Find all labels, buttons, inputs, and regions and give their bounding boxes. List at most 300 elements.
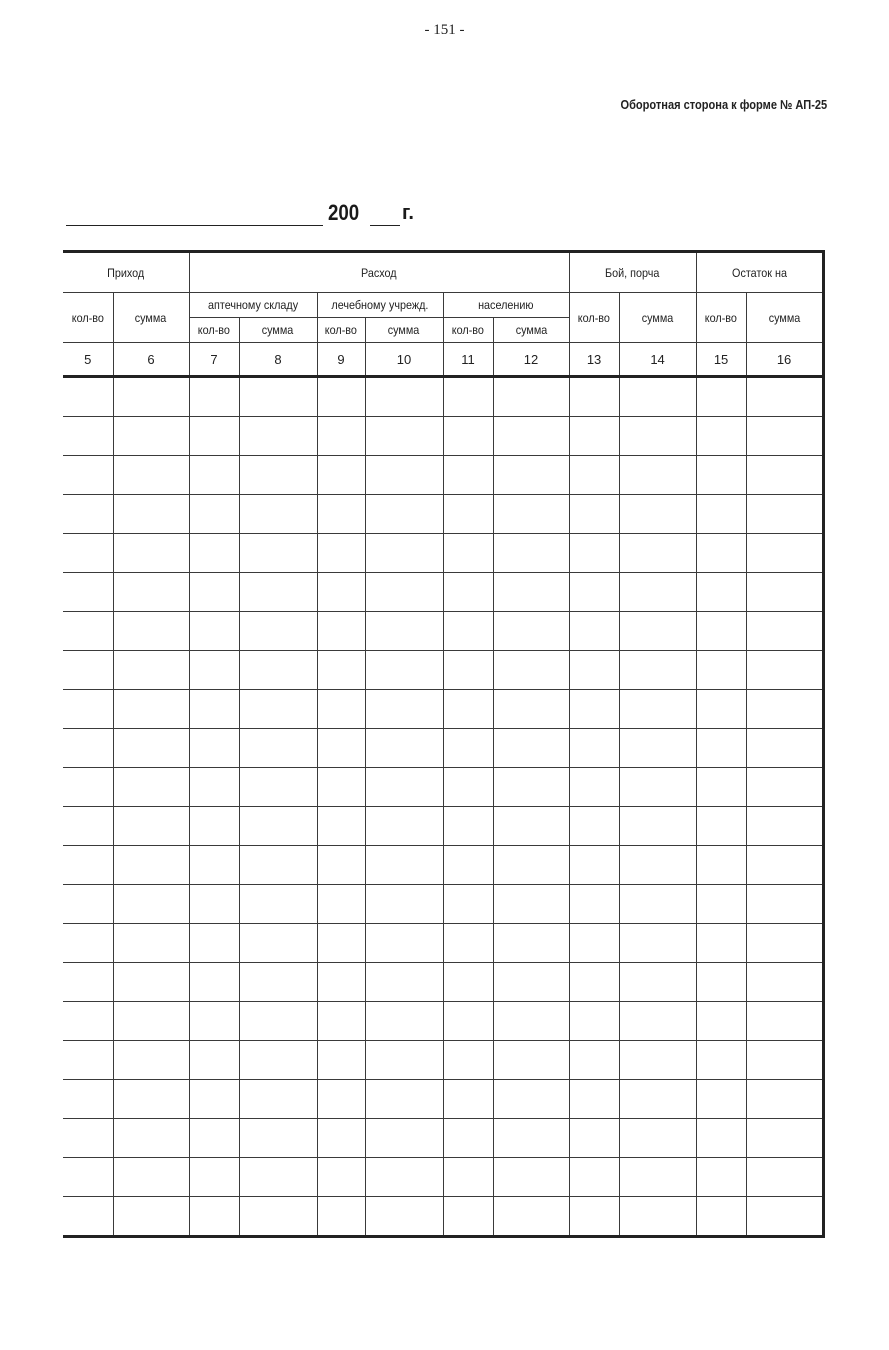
- table-cell[interactable]: [113, 1080, 189, 1119]
- table-cell[interactable]: [746, 846, 823, 885]
- table-cell[interactable]: [239, 690, 317, 729]
- date-suffix: г.: [402, 202, 414, 224]
- table-cell[interactable]: [63, 690, 113, 729]
- table-row: [63, 495, 823, 534]
- table-cell[interactable]: [696, 729, 746, 768]
- table-cell[interactable]: [569, 1041, 619, 1080]
- table-cell[interactable]: [317, 924, 365, 963]
- table-cell[interactable]: [317, 534, 365, 573]
- table-cell[interactable]: [365, 807, 443, 846]
- table-cell[interactable]: [619, 846, 696, 885]
- table-cell[interactable]: [493, 534, 569, 573]
- table-cell[interactable]: [189, 651, 239, 690]
- table-cell[interactable]: [365, 1080, 443, 1119]
- table-row: [63, 651, 823, 690]
- table-cell[interactable]: [443, 1041, 493, 1080]
- table-cell[interactable]: [365, 456, 443, 495]
- table-cell[interactable]: [443, 846, 493, 885]
- table-cell[interactable]: [113, 1197, 189, 1237]
- table-cell[interactable]: [239, 885, 317, 924]
- table-cell[interactable]: [746, 963, 823, 1002]
- table-row: [63, 1119, 823, 1158]
- table-cell[interactable]: [113, 846, 189, 885]
- table-cell[interactable]: [317, 1002, 365, 1041]
- table-cell[interactable]: [239, 768, 317, 807]
- table-cell[interactable]: [189, 1119, 239, 1158]
- table-cell[interactable]: [365, 1197, 443, 1237]
- table-cell[interactable]: [696, 690, 746, 729]
- table-cell[interactable]: [746, 1158, 823, 1197]
- table-cell[interactable]: [443, 885, 493, 924]
- table-cell[interactable]: [113, 456, 189, 495]
- table-cell[interactable]: [239, 1002, 317, 1041]
- table-cell[interactable]: [443, 1158, 493, 1197]
- table-row: [63, 417, 823, 456]
- header-breakage-qty: кол-во: [569, 293, 619, 343]
- table-cell[interactable]: [113, 534, 189, 573]
- table-cell[interactable]: [493, 573, 569, 612]
- table-cell[interactable]: [317, 495, 365, 534]
- table-cell[interactable]: [189, 768, 239, 807]
- table-cell[interactable]: [317, 807, 365, 846]
- table-cell[interactable]: [63, 1197, 113, 1237]
- table-cell[interactable]: [746, 612, 823, 651]
- table-cell[interactable]: [696, 417, 746, 456]
- table-cell[interactable]: [443, 651, 493, 690]
- table-cell[interactable]: [63, 768, 113, 807]
- table-cell[interactable]: [619, 456, 696, 495]
- table-cell[interactable]: [493, 963, 569, 1002]
- header-medical-institution: лечебному учрежд.: [317, 293, 443, 318]
- table-cell[interactable]: [619, 807, 696, 846]
- table-cell[interactable]: [365, 1041, 443, 1080]
- table-cell[interactable]: [365, 846, 443, 885]
- table-cell[interactable]: [746, 729, 823, 768]
- table-cell[interactable]: [619, 768, 696, 807]
- table-cell[interactable]: [239, 729, 317, 768]
- table-cell[interactable]: [365, 963, 443, 1002]
- table-cell[interactable]: [619, 377, 696, 417]
- table-cell[interactable]: [443, 573, 493, 612]
- table-cell[interactable]: [365, 768, 443, 807]
- table-cell[interactable]: [696, 612, 746, 651]
- table-cell[interactable]: [113, 495, 189, 534]
- table-cell[interactable]: [696, 1080, 746, 1119]
- table-cell[interactable]: [619, 885, 696, 924]
- table-cell[interactable]: [317, 417, 365, 456]
- table-cell[interactable]: [189, 729, 239, 768]
- table-cell[interactable]: [443, 768, 493, 807]
- table-cell[interactable]: [696, 573, 746, 612]
- table-cell[interactable]: [569, 612, 619, 651]
- table-cell[interactable]: [317, 1197, 365, 1237]
- table-cell[interactable]: [619, 1080, 696, 1119]
- table-cell[interactable]: [317, 456, 365, 495]
- table-cell[interactable]: [443, 1119, 493, 1158]
- page-number: - 151 -: [424, 22, 465, 38]
- column-number: 14: [619, 343, 696, 377]
- table-cell[interactable]: [189, 846, 239, 885]
- table-cell[interactable]: [746, 573, 823, 612]
- table-cell[interactable]: [189, 534, 239, 573]
- table-cell[interactable]: [365, 495, 443, 534]
- table-cell[interactable]: [493, 807, 569, 846]
- table-cell[interactable]: [569, 729, 619, 768]
- table-cell[interactable]: [365, 1002, 443, 1041]
- table-cell[interactable]: [493, 729, 569, 768]
- column-number: 6: [113, 343, 189, 377]
- table-cell[interactable]: [443, 729, 493, 768]
- table-cell[interactable]: [113, 963, 189, 1002]
- table-cell[interactable]: [746, 1119, 823, 1158]
- table-cell[interactable]: [113, 1041, 189, 1080]
- table-cell[interactable]: [696, 885, 746, 924]
- table-cell[interactable]: [443, 495, 493, 534]
- table-cell[interactable]: [113, 651, 189, 690]
- table-cell[interactable]: [63, 573, 113, 612]
- table-row: [63, 729, 823, 768]
- table-cell[interactable]: [113, 612, 189, 651]
- table-cell[interactable]: [696, 963, 746, 1002]
- table-cell[interactable]: [493, 768, 569, 807]
- table-cell[interactable]: [696, 456, 746, 495]
- table-cell[interactable]: [365, 1158, 443, 1197]
- table-cell[interactable]: [696, 1041, 746, 1080]
- table-cell[interactable]: [189, 963, 239, 1002]
- table-cell[interactable]: [619, 1158, 696, 1197]
- table-cell[interactable]: [619, 729, 696, 768]
- table-cell[interactable]: [63, 534, 113, 573]
- table-cell[interactable]: [569, 417, 619, 456]
- table-cell[interactable]: [746, 1080, 823, 1119]
- table-cell[interactable]: [63, 1041, 113, 1080]
- table-cell[interactable]: [63, 729, 113, 768]
- table-cell[interactable]: [113, 885, 189, 924]
- table-cell[interactable]: [746, 377, 823, 417]
- table-cell[interactable]: [443, 924, 493, 963]
- table-cell[interactable]: [189, 1041, 239, 1080]
- table-row: [63, 963, 823, 1002]
- table-cell[interactable]: [317, 377, 365, 417]
- table-cell[interactable]: [113, 377, 189, 417]
- table-cell[interactable]: [239, 807, 317, 846]
- table-cell[interactable]: [189, 924, 239, 963]
- table-cell[interactable]: [619, 1002, 696, 1041]
- table-cell[interactable]: [569, 768, 619, 807]
- column-number: 10: [365, 343, 443, 377]
- header-expense: Расход: [189, 252, 569, 293]
- table-cell[interactable]: [63, 377, 113, 417]
- table-cell[interactable]: [189, 807, 239, 846]
- table-cell[interactable]: [239, 924, 317, 963]
- table-cell[interactable]: [189, 456, 239, 495]
- table-cell[interactable]: [239, 651, 317, 690]
- table-cell[interactable]: [493, 1119, 569, 1158]
- table-cell[interactable]: [443, 1080, 493, 1119]
- table-cell[interactable]: [619, 573, 696, 612]
- table-cell[interactable]: [63, 417, 113, 456]
- table-cell[interactable]: [746, 768, 823, 807]
- table-cell[interactable]: [493, 377, 569, 417]
- table-cell[interactable]: [113, 417, 189, 456]
- table-cell[interactable]: [189, 573, 239, 612]
- table-cell[interactable]: [239, 417, 317, 456]
- table-cell[interactable]: [317, 612, 365, 651]
- table-cell[interactable]: [569, 1158, 619, 1197]
- table-cell[interactable]: [113, 807, 189, 846]
- table-row: [63, 456, 823, 495]
- table-cell[interactable]: [493, 1197, 569, 1237]
- table-cell[interactable]: [365, 690, 443, 729]
- table-cell[interactable]: [63, 924, 113, 963]
- table-cell[interactable]: [113, 729, 189, 768]
- date-line: [66, 200, 426, 230]
- year-blank[interactable]: [370, 225, 400, 226]
- table-cell[interactable]: [239, 377, 317, 417]
- table-cell[interactable]: [746, 1197, 823, 1237]
- table-cell[interactable]: [317, 885, 365, 924]
- table-cell[interactable]: [569, 1002, 619, 1041]
- table-cell[interactable]: [365, 573, 443, 612]
- table-cell[interactable]: [443, 612, 493, 651]
- header-balance-qty: кол-во: [696, 293, 746, 343]
- table-cell[interactable]: [317, 729, 365, 768]
- table-cell[interactable]: [113, 690, 189, 729]
- table-cell[interactable]: [493, 846, 569, 885]
- table-cell[interactable]: [696, 846, 746, 885]
- table-cell[interactable]: [493, 456, 569, 495]
- table-cell[interactable]: [493, 651, 569, 690]
- header-population-qty: кол-во: [443, 318, 493, 343]
- header-medical-sum: сумма: [365, 318, 443, 343]
- table-cell[interactable]: [365, 417, 443, 456]
- table-row: [63, 573, 823, 612]
- table-cell[interactable]: [365, 651, 443, 690]
- table-cell[interactable]: [317, 963, 365, 1002]
- table-cell[interactable]: [239, 1158, 317, 1197]
- table-cell[interactable]: [443, 417, 493, 456]
- table-cell[interactable]: [619, 534, 696, 573]
- table-cell[interactable]: [619, 1197, 696, 1237]
- table-cell[interactable]: [696, 924, 746, 963]
- table-cell[interactable]: [317, 651, 365, 690]
- table-cell[interactable]: [365, 377, 443, 417]
- table-cell[interactable]: [569, 573, 619, 612]
- table-cell[interactable]: [746, 417, 823, 456]
- table-cell[interactable]: [365, 612, 443, 651]
- table-cell[interactable]: [493, 690, 569, 729]
- table-cell[interactable]: [619, 495, 696, 534]
- header-income-qty: кол-во: [63, 293, 113, 343]
- table-cell[interactable]: [113, 924, 189, 963]
- table-cell[interactable]: [63, 885, 113, 924]
- table-cell[interactable]: [443, 1002, 493, 1041]
- table-cell[interactable]: [317, 1119, 365, 1158]
- ledger-body: [63, 377, 823, 1237]
- table-row: [63, 1197, 823, 1237]
- table-cell[interactable]: [746, 651, 823, 690]
- table-cell[interactable]: [569, 534, 619, 573]
- table-cell[interactable]: [619, 963, 696, 1002]
- table-cell[interactable]: [443, 1197, 493, 1237]
- table-cell[interactable]: [569, 651, 619, 690]
- table-cell[interactable]: [63, 846, 113, 885]
- table-cell[interactable]: [239, 846, 317, 885]
- table-cell[interactable]: [317, 846, 365, 885]
- table-cell[interactable]: [696, 1158, 746, 1197]
- table-cell[interactable]: [239, 1119, 317, 1158]
- table-cell[interactable]: [443, 377, 493, 417]
- table-cell[interactable]: [63, 456, 113, 495]
- table-cell[interactable]: [619, 690, 696, 729]
- table-cell[interactable]: [443, 963, 493, 1002]
- table-cell[interactable]: [317, 1041, 365, 1080]
- table-cell[interactable]: [63, 1002, 113, 1041]
- table-cell[interactable]: [189, 1080, 239, 1119]
- table-cell[interactable]: [365, 534, 443, 573]
- table-cell[interactable]: [569, 1080, 619, 1119]
- table-cell[interactable]: [63, 612, 113, 651]
- table-cell[interactable]: [113, 1158, 189, 1197]
- table-cell[interactable]: [696, 768, 746, 807]
- table-cell[interactable]: [696, 377, 746, 417]
- table-cell[interactable]: [113, 1119, 189, 1158]
- date-blank[interactable]: [66, 225, 323, 226]
- table-cell[interactable]: [63, 1119, 113, 1158]
- table-cell[interactable]: [569, 963, 619, 1002]
- table-cell[interactable]: [696, 1002, 746, 1041]
- table-cell[interactable]: [189, 612, 239, 651]
- table-cell[interactable]: [569, 495, 619, 534]
- table-row: [63, 846, 823, 885]
- table-cell[interactable]: [493, 1041, 569, 1080]
- table-cell[interactable]: [63, 1158, 113, 1197]
- table-cell[interactable]: [443, 690, 493, 729]
- table-cell[interactable]: [189, 1197, 239, 1237]
- table-cell[interactable]: [189, 1158, 239, 1197]
- table-cell[interactable]: [443, 534, 493, 573]
- table-cell[interactable]: [443, 456, 493, 495]
- table-cell[interactable]: [365, 885, 443, 924]
- table-cell[interactable]: [189, 1002, 239, 1041]
- table-cell[interactable]: [317, 1158, 365, 1197]
- table-cell[interactable]: [696, 495, 746, 534]
- table-cell[interactable]: [746, 1041, 823, 1080]
- table-cell[interactable]: [746, 534, 823, 573]
- header-breakage: Бой, порча: [569, 252, 696, 293]
- table-cell[interactable]: [569, 846, 619, 885]
- column-number: 13: [569, 343, 619, 377]
- table-cell[interactable]: [189, 495, 239, 534]
- table-cell[interactable]: [239, 612, 317, 651]
- table-cell[interactable]: [569, 456, 619, 495]
- table-cell[interactable]: [365, 1119, 443, 1158]
- table-cell[interactable]: [569, 1197, 619, 1237]
- table-cell[interactable]: [239, 534, 317, 573]
- table-cell[interactable]: [317, 690, 365, 729]
- table-cell[interactable]: [493, 612, 569, 651]
- table-cell[interactable]: [63, 963, 113, 1002]
- table-cell[interactable]: [746, 690, 823, 729]
- table-cell[interactable]: [239, 495, 317, 534]
- table-cell[interactable]: [189, 690, 239, 729]
- table-cell[interactable]: [746, 924, 823, 963]
- table-cell[interactable]: [619, 924, 696, 963]
- table-cell[interactable]: [63, 1080, 113, 1119]
- table-cell[interactable]: [493, 924, 569, 963]
- table-cell[interactable]: [696, 1197, 746, 1237]
- table-cell[interactable]: [569, 1119, 619, 1158]
- table-cell[interactable]: [63, 651, 113, 690]
- table-cell[interactable]: [569, 885, 619, 924]
- table-cell[interactable]: [365, 924, 443, 963]
- table-cell[interactable]: [239, 456, 317, 495]
- table-cell[interactable]: [239, 1080, 317, 1119]
- table-cell[interactable]: [239, 1041, 317, 1080]
- table-cell[interactable]: [746, 495, 823, 534]
- table-cell[interactable]: [619, 651, 696, 690]
- table-cell[interactable]: [189, 377, 239, 417]
- table-cell[interactable]: [239, 573, 317, 612]
- table-cell[interactable]: [746, 1002, 823, 1041]
- table-cell[interactable]: [696, 1119, 746, 1158]
- table-cell[interactable]: [569, 924, 619, 963]
- table-cell[interactable]: [696, 807, 746, 846]
- column-number: 7: [189, 343, 239, 377]
- table-cell[interactable]: [239, 1197, 317, 1237]
- table-cell[interactable]: [569, 690, 619, 729]
- table-cell[interactable]: [113, 573, 189, 612]
- table-cell[interactable]: [619, 417, 696, 456]
- table-cell[interactable]: [619, 1119, 696, 1158]
- table-cell[interactable]: [493, 495, 569, 534]
- table-cell[interactable]: [619, 1041, 696, 1080]
- table-cell[interactable]: [493, 417, 569, 456]
- table-row: [63, 690, 823, 729]
- table-cell[interactable]: [696, 651, 746, 690]
- table-cell[interactable]: [493, 1002, 569, 1041]
- table-cell[interactable]: [443, 807, 493, 846]
- table-cell[interactable]: [317, 573, 365, 612]
- table-cell[interactable]: [493, 1080, 569, 1119]
- table-cell[interactable]: [63, 807, 113, 846]
- table-cell[interactable]: [493, 1158, 569, 1197]
- table-row: [63, 612, 823, 651]
- table-cell[interactable]: [239, 963, 317, 1002]
- table-cell[interactable]: [493, 885, 569, 924]
- header-population: населению: [443, 293, 569, 318]
- header-pharmacy-qty: кол-во: [189, 318, 239, 343]
- table-row: [63, 1158, 823, 1197]
- table-cell[interactable]: [189, 885, 239, 924]
- table-cell[interactable]: [746, 885, 823, 924]
- table-cell[interactable]: [113, 768, 189, 807]
- table-cell[interactable]: [569, 807, 619, 846]
- table-cell[interactable]: [63, 495, 113, 534]
- table-cell[interactable]: [113, 1002, 189, 1041]
- table-cell[interactable]: [746, 807, 823, 846]
- table-cell[interactable]: [746, 456, 823, 495]
- header-balance: Остаток на: [696, 252, 823, 293]
- table-cell[interactable]: [317, 768, 365, 807]
- table-cell[interactable]: [569, 377, 619, 417]
- table-cell[interactable]: [189, 417, 239, 456]
- table-cell[interactable]: [696, 534, 746, 573]
- table-cell[interactable]: [619, 612, 696, 651]
- table-cell[interactable]: [317, 1080, 365, 1119]
- header-breakage-sum: сумма: [619, 293, 696, 343]
- table-cell[interactable]: [365, 729, 443, 768]
